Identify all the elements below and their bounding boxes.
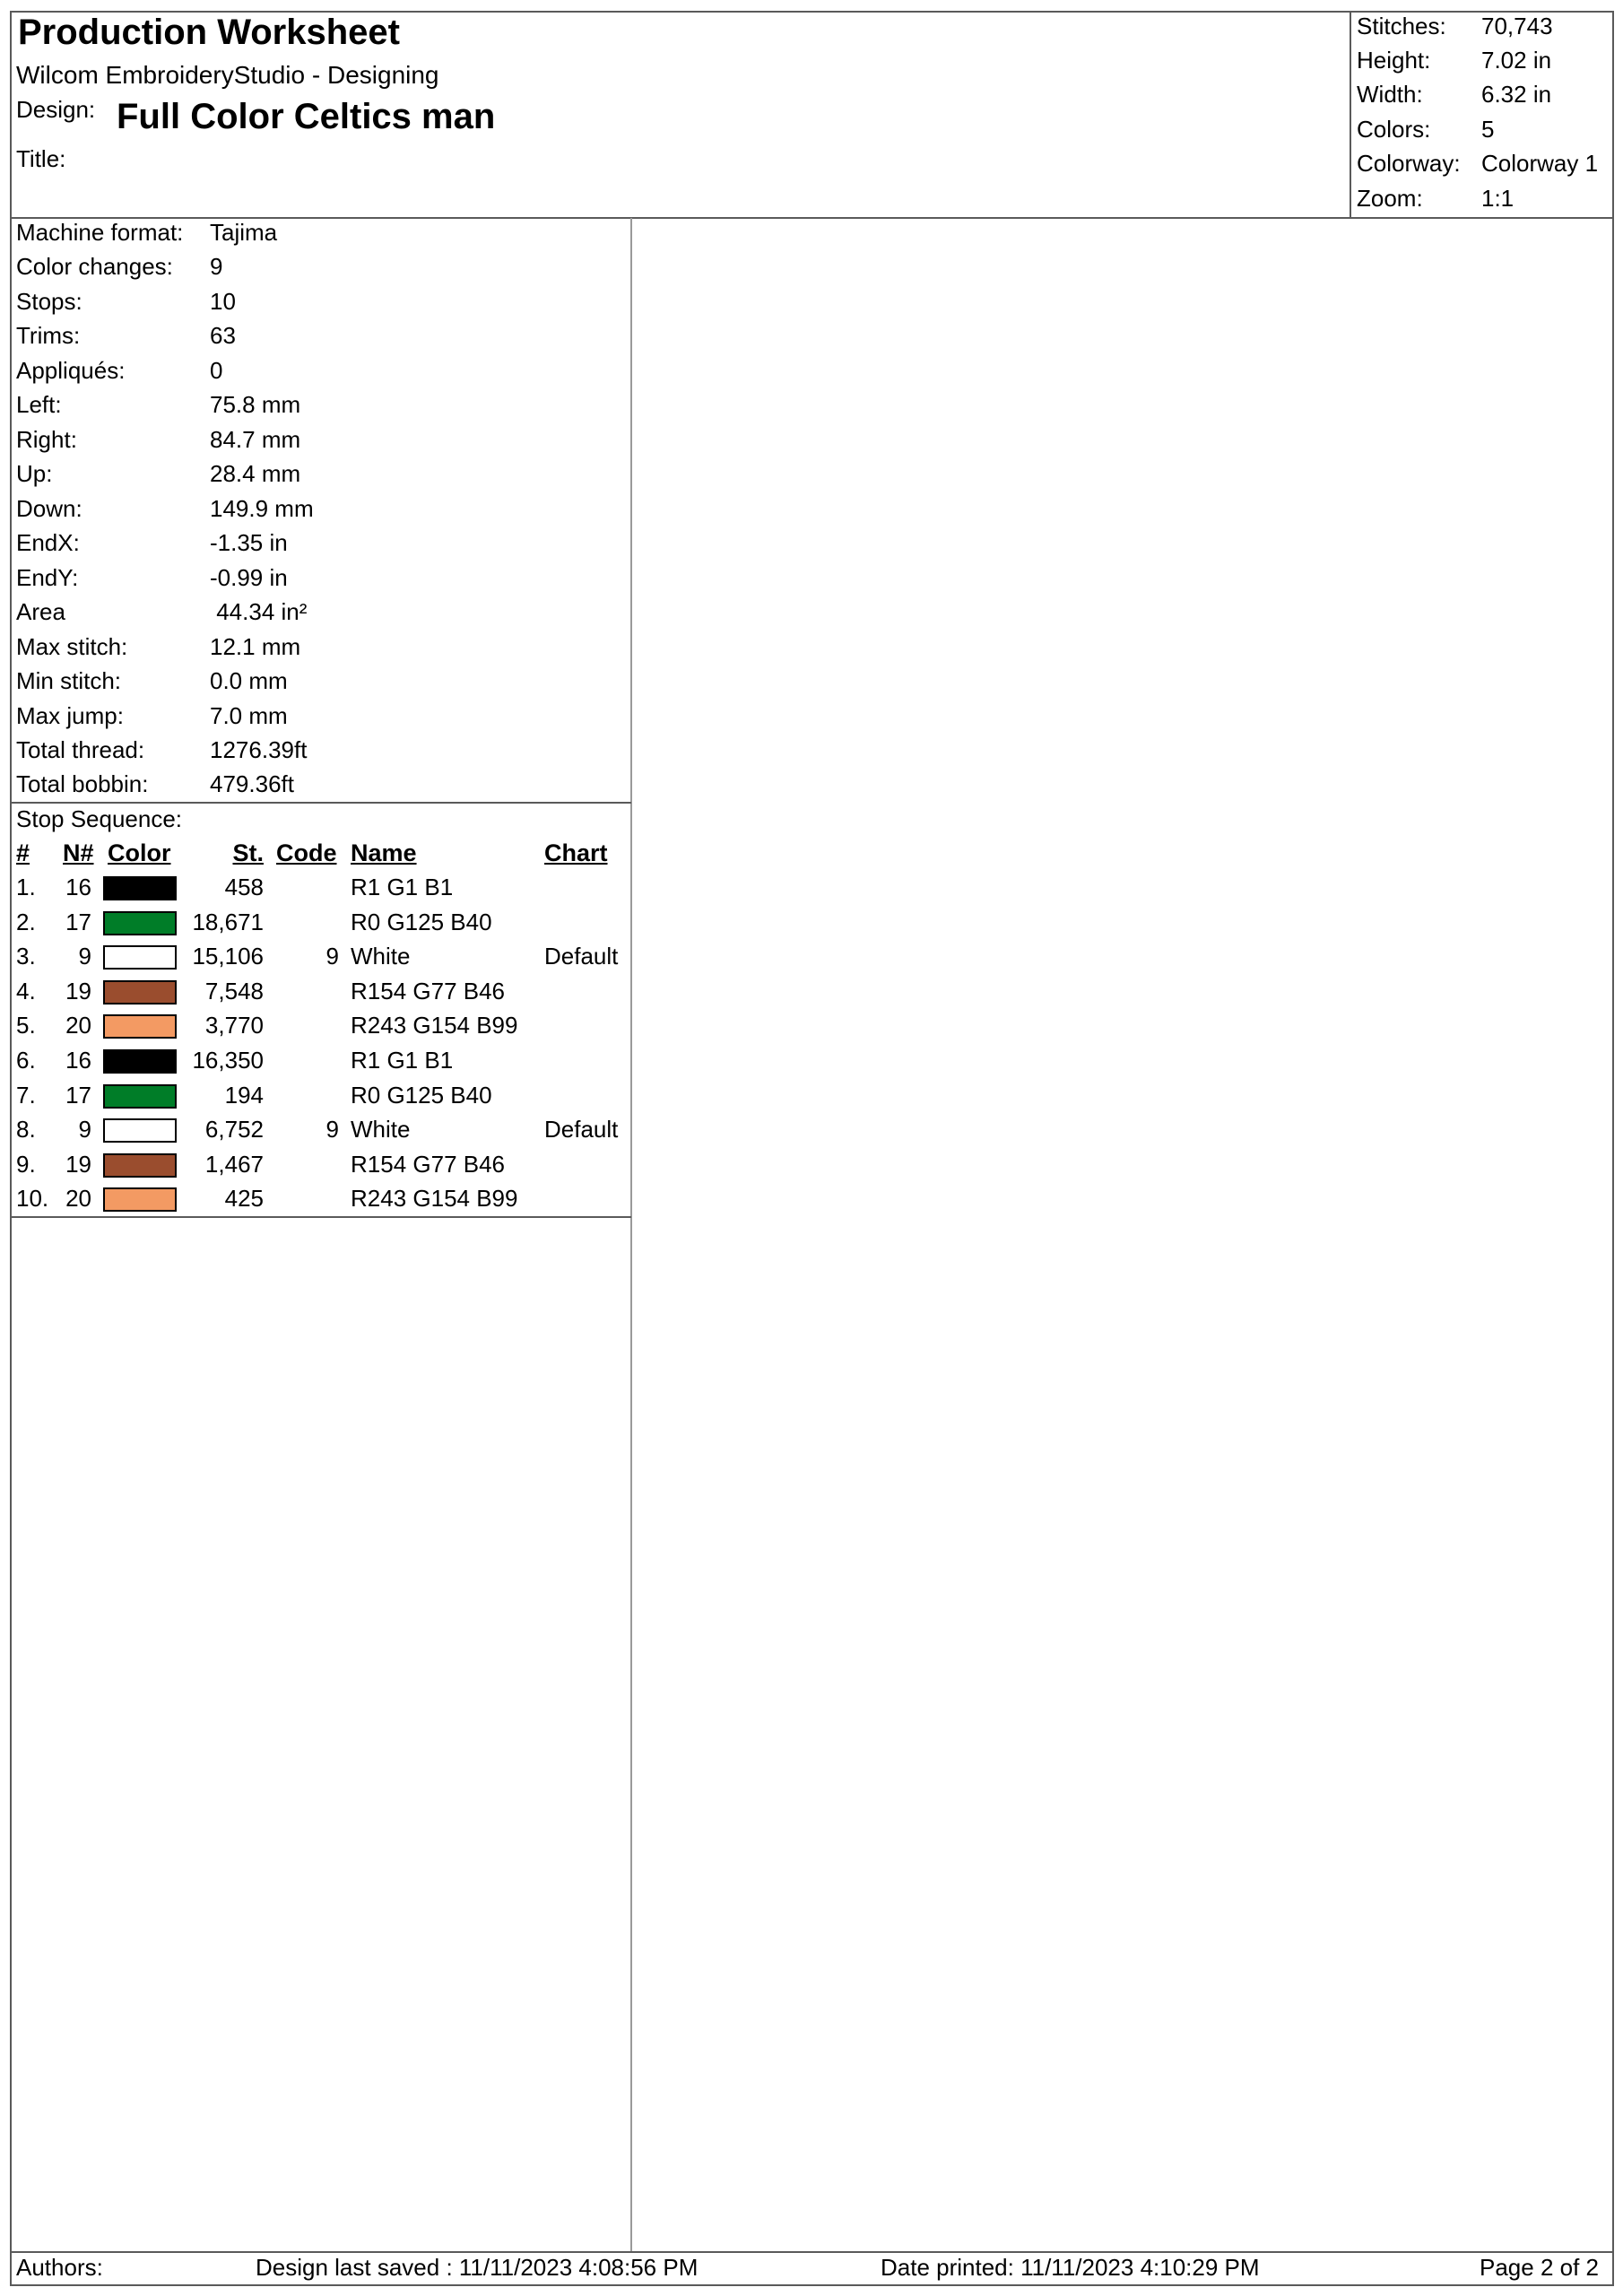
min-stitch-value: 0.0 mm (210, 667, 288, 694)
row-num: 10. (16, 1185, 49, 1212)
row-needle: 17 (65, 1082, 91, 1109)
row-needle: 9 (78, 943, 91, 970)
row-name: R1 G1 B1 (351, 1047, 454, 1074)
appliques-value: 0 (210, 357, 223, 384)
worksheet-frame (10, 11, 1614, 2286)
color-changes-label: Color changes: (16, 253, 173, 280)
page-title: Production Worksheet (18, 13, 400, 52)
footer-divider (10, 2251, 1614, 2253)
color-changes-value: 9 (210, 253, 223, 280)
right-value: 84.7 mm (210, 426, 301, 453)
zoom-value: 1:1 (1481, 185, 1515, 212)
endy-value: -0.99 in (210, 564, 288, 591)
software-name: Wilcom EmbroideryStudio - Designing (16, 61, 439, 89)
color-swatch (103, 911, 177, 935)
color-swatch (103, 1014, 177, 1039)
design-name: Full Color Celtics man (117, 97, 496, 136)
row-num: 9. (16, 1151, 36, 1178)
stop-sequence-title: Stop Sequence: (16, 805, 183, 832)
machine-format-label: Machine format: (16, 219, 184, 246)
row-code: 9 (325, 943, 339, 970)
row-needle: 19 (65, 1151, 91, 1178)
row-needle: 20 (65, 1185, 91, 1212)
height-value: 7.02 in (1481, 47, 1552, 74)
row-num: 2. (16, 909, 36, 935)
height-label: Height: (1357, 47, 1431, 74)
row-chart: Default (544, 943, 619, 970)
row-needle: 19 (65, 978, 91, 1004)
trims-value: 63 (210, 322, 236, 349)
header-needle: N# (63, 839, 94, 866)
left-label: Left: (16, 391, 62, 418)
row-num: 1. (16, 874, 36, 900)
stops-value: 10 (210, 288, 236, 315)
header-name: Name (351, 839, 417, 866)
row-stitches: 16,350 (192, 1047, 264, 1074)
stitches-value: 70,743 (1481, 13, 1553, 39)
color-swatch (103, 1084, 177, 1109)
row-needle: 20 (65, 1012, 91, 1039)
header-stitches: St. (232, 839, 264, 866)
stitches-label: Stitches: (1357, 13, 1446, 39)
row-name: R154 G77 B46 (351, 978, 506, 1004)
max-stitch-label: Max stitch: (16, 633, 128, 660)
row-num: 7. (16, 1082, 36, 1109)
total-thread-value: 1276.39ft (210, 736, 308, 763)
colors-value: 5 (1481, 116, 1495, 143)
color-swatch (103, 1118, 177, 1143)
colors-label: Colors: (1357, 116, 1431, 143)
max-jump-value: 7.0 mm (210, 702, 288, 729)
row-stitches: 1,467 (204, 1151, 264, 1178)
last-saved: Design last saved : 11/11/2023 4:08:56 PM (256, 2254, 699, 2281)
row-name: R0 G125 B40 (351, 909, 492, 935)
row-name: R243 G154 B99 (351, 1012, 518, 1039)
stop-sequence-divider (10, 1216, 631, 1218)
endx-label: EndX: (16, 529, 80, 556)
row-stitches: 458 (224, 874, 264, 900)
row-stitches: 18,671 (192, 909, 264, 935)
colorway-value: Colorway 1 (1481, 150, 1599, 177)
machine-info-divider (10, 802, 631, 804)
down-label: Down: (16, 495, 82, 522)
zoom-label: Zoom: (1357, 185, 1423, 212)
row-needle: 17 (65, 909, 91, 935)
header-code: Code (276, 839, 337, 866)
width-value: 6.32 in (1481, 81, 1552, 108)
row-name: R1 G1 B1 (351, 874, 454, 900)
min-stitch-label: Min stitch: (16, 667, 122, 694)
row-stitches: 6,752 (204, 1116, 264, 1143)
row-stitches: 425 (224, 1185, 264, 1212)
down-value: 149.9 mm (210, 495, 314, 522)
total-bobbin-value: 479.36ft (210, 770, 294, 797)
row-needle: 9 (78, 1116, 91, 1143)
color-swatch (103, 1153, 177, 1178)
appliques-label: Appliqués: (16, 357, 126, 384)
row-name: R243 G154 B99 (351, 1185, 518, 1212)
date-printed: Date printed: 11/11/2023 4:10:29 PM (881, 2254, 1260, 2281)
header-num: # (16, 839, 30, 866)
trims-label: Trims: (16, 322, 81, 349)
row-stitches: 15,106 (192, 943, 264, 970)
row-code: 9 (325, 1116, 339, 1143)
title-label: Title: (16, 145, 66, 172)
row-num: 4. (16, 978, 36, 1004)
width-label: Width: (1357, 81, 1423, 108)
colorway-label: Colorway: (1357, 150, 1461, 177)
max-stitch-value: 12.1 mm (210, 633, 301, 660)
row-num: 6. (16, 1047, 36, 1074)
row-num: 8. (16, 1116, 36, 1143)
up-value: 28.4 mm (210, 460, 301, 487)
left-value: 75.8 mm (210, 391, 301, 418)
row-num: 5. (16, 1012, 36, 1039)
total-thread-label: Total thread: (16, 736, 145, 763)
row-stitches: 3,770 (204, 1012, 264, 1039)
row-chart: Default (544, 1116, 619, 1143)
up-label: Up: (16, 460, 53, 487)
row-name: R154 G77 B46 (351, 1151, 506, 1178)
column-divider (630, 218, 632, 2252)
row-name: R0 G125 B40 (351, 1082, 492, 1109)
row-name: White (351, 943, 411, 970)
row-needle: 16 (65, 874, 91, 900)
row-stitches: 7,548 (204, 978, 264, 1004)
row-name: White (351, 1116, 411, 1143)
color-swatch (103, 1187, 177, 1212)
row-num: 3. (16, 943, 36, 970)
color-swatch (103, 945, 177, 970)
max-jump-label: Max jump: (16, 702, 124, 729)
total-bobbin-label: Total bobbin: (16, 770, 149, 797)
stops-label: Stops: (16, 288, 82, 315)
header-color: Color (108, 839, 171, 866)
endy-label: EndY: (16, 564, 79, 591)
row-stitches: 194 (224, 1082, 264, 1109)
header-chart: Chart (544, 839, 608, 866)
color-swatch (103, 876, 177, 900)
machine-format-value: Tajima (210, 219, 278, 246)
authors-label: Authors: (16, 2254, 103, 2281)
color-swatch (103, 980, 177, 1004)
area-value: 44.34 in² (210, 598, 308, 625)
right-label: Right: (16, 426, 77, 453)
area-label: Area (16, 598, 65, 625)
color-swatch (103, 1049, 177, 1074)
endx-value: -1.35 in (210, 529, 288, 556)
row-needle: 16 (65, 1047, 91, 1074)
page-number: Page 2 of 2 (1480, 2254, 1599, 2281)
summary-divider (1350, 11, 1351, 218)
design-label: Design: (16, 96, 96, 123)
